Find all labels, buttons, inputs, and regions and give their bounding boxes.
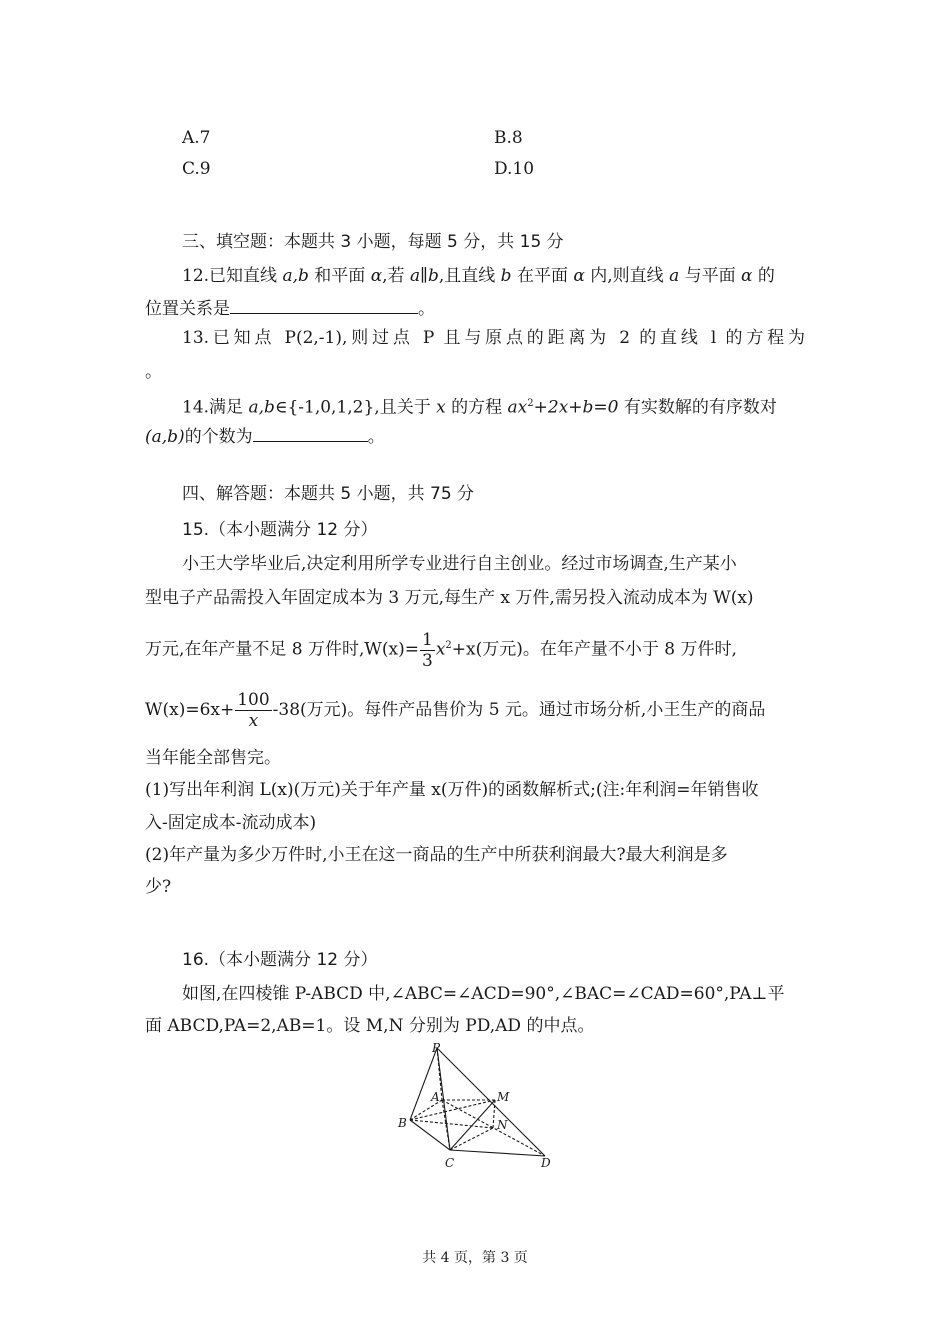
q15-s1a: (1)写出年利润 L(x)(万元)关于年产量 x(万件)的函数解析式;(注:年利润=年销售收: [145, 780, 759, 800]
q15-s2b: 少?: [145, 877, 172, 897]
section4-heading: 四、解答题：本题共 5 小题，共 75 分: [182, 484, 475, 504]
label-N: N: [497, 1118, 508, 1132]
page-footer: 共 4 页，第 3 页: [422, 1250, 528, 1266]
q15-p3: 万元,在年产量不足 8 万件时,W(x)= $\frac{1}{3}$ $x^2+x$(万元)。在年产量不小于 8 万件时,: [145, 629, 737, 671]
q16-title: 16.（本小题满分 12 分）: [182, 950, 378, 970]
edge-CD: [450, 1150, 545, 1156]
q14-line2: (a,b)的个数为 。: [145, 427, 385, 447]
fraction-one-third: $\frac{1}{3}$: [422, 629, 433, 671]
edge-BM: [410, 1100, 495, 1120]
label-D: D: [541, 1156, 551, 1170]
fraction-100-over-x: $\frac{100}{x}$: [237, 690, 270, 731]
label-M: M: [497, 1090, 510, 1104]
edge-BN: [410, 1120, 493, 1128]
edge-CN: [450, 1128, 493, 1150]
q16-p2: 面 ABCD,PA=2,AB=1。设 M,N 分别为 PD,AD 的中点。: [145, 1016, 595, 1036]
q15-s1b: 入-固定成本-流动成本): [145, 813, 317, 833]
option-d: D.10: [494, 159, 535, 179]
label-A: A: [431, 1090, 440, 1104]
label-C: C: [445, 1156, 455, 1170]
label-B: B: [398, 1116, 407, 1130]
option-c: C.9: [182, 159, 211, 179]
q14-answer-blank[interactable]: [253, 425, 368, 442]
q16-p1: 如图,在四棱锥 P-ABCD 中,∠ABC=∠ACD=90°,∠BAC=∠CAD=60°,PA⊥平: [182, 984, 785, 1004]
section3-heading: 三、填空题：本题共 3 小题，每题 5 分，共 15 分: [182, 232, 564, 252]
edge-BC: [410, 1120, 450, 1150]
q12-line1: 12.已知直线 a,b 和平面 α,若 a∥b,且直线 b 在平面 α 内,则直线 a 与平面 α 的: [182, 266, 775, 286]
edge-PB: [410, 1048, 437, 1120]
q15-p1: 小王大学毕业后,决定利用所学专业进行自主创业。经过市场调查,生产某小: [182, 554, 737, 574]
edge-PD: [437, 1048, 545, 1156]
q15-s2a: (2)年产量为多少万件时,小王在这一商品的生产中所获利润最大?最大利润是多: [145, 845, 728, 865]
option-b: B.8: [494, 128, 523, 148]
pyramid-figure: [380, 1038, 570, 1173]
q14-line1: 14.满足 a,b∈{-1,0,1,2},且关于 x 的方程 $ax^2+2x+b=0$ 有实数解的有序数对: [182, 397, 777, 418]
q13-line1: 13.已知点 P(2,-1),则过点 P 且与原点的距离为 2 的直线 l 的方程为: [182, 328, 805, 348]
option-a: A.7: [182, 128, 211, 148]
label-P: P: [432, 1041, 441, 1055]
q15-p2: 型电子产品需投入年固定成本为 3 万元,每生产 x 万件,需另投入流动成本为 W(x): [145, 588, 754, 608]
q12-answer-blank[interactable]: [230, 297, 418, 314]
edge-AD: [442, 1100, 545, 1156]
q15-title: 15.（本小题满分 12 分）: [182, 520, 378, 540]
q15-p4: W(x)=6x+ $\frac{100}{x}$ -38(万元)。每件产品售价为 5 元。通过市场分析,小王生产的商品: [145, 690, 766, 731]
q15-p5: 当年能全部售完。: [145, 748, 281, 768]
q12-line2: 位置关系是 。: [145, 299, 435, 319]
q13-line2: 。: [145, 362, 162, 382]
